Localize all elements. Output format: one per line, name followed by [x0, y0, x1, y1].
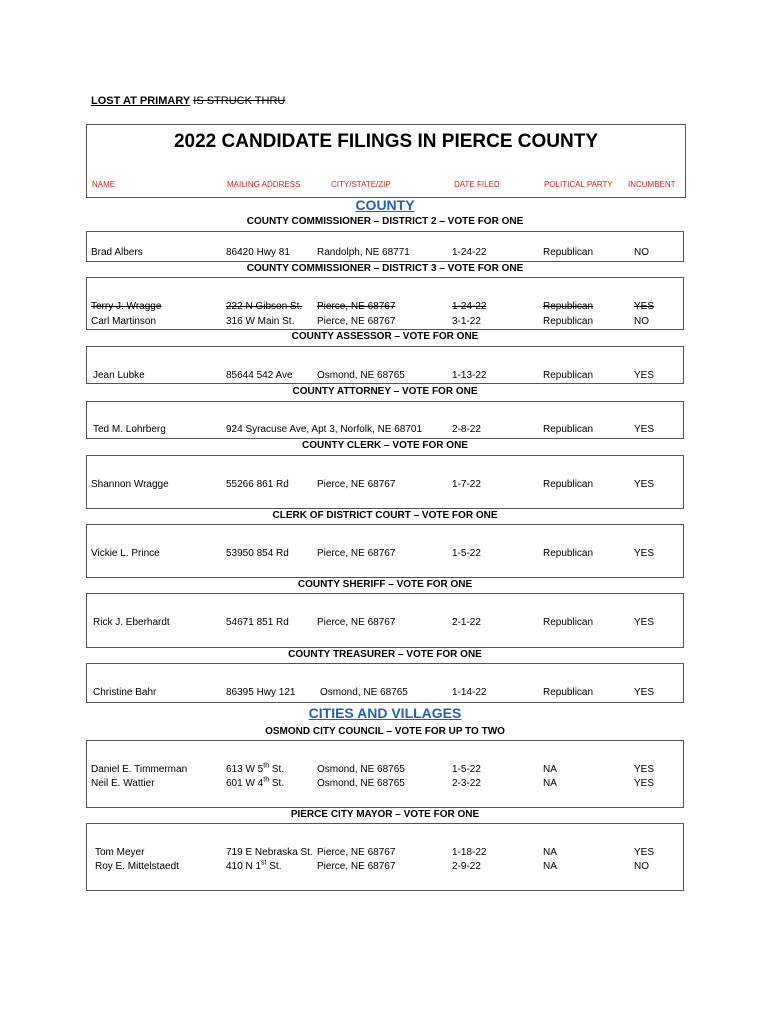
- cand-date: 2-1-22: [452, 617, 481, 628]
- cand-city: Osmond, NE 68765: [317, 370, 405, 381]
- cand-date: 2-8-22: [452, 424, 481, 435]
- cand-name: Tom Meyer: [95, 847, 145, 858]
- cand-party: Republican: [543, 247, 594, 258]
- col-name: NAME: [92, 180, 116, 189]
- cand-city: Osmond, NE 68765: [317, 764, 405, 775]
- col-city: CITY/STATE/ZIP: [331, 180, 391, 189]
- page-title: 2022 CANDIDATE FILINGS IN PIERCE COUNTY: [173, 131, 599, 152]
- cand-incumbent: YES: [634, 370, 655, 381]
- candidate-row-struck: [0, 301, 770, 315]
- cand-party: Republican: [543, 370, 594, 381]
- cand-date: 1-7-22: [452, 479, 481, 490]
- cand-address: 316 W Main St.: [226, 316, 295, 327]
- cand-date: 1-24-22: [452, 301, 487, 312]
- cand-incumbent: YES: [634, 301, 655, 312]
- cand-party: Republican: [543, 424, 594, 435]
- candidate-row: [0, 764, 770, 778]
- cand-city: Pierce, NE 68767: [317, 847, 396, 858]
- cand-date: 1-18-22: [452, 847, 487, 858]
- cand-name: Brad Albers: [91, 247, 143, 258]
- legend: [91, 95, 285, 107]
- cand-address: 613 W 5th St.: [226, 762, 285, 775]
- cand-city: Randolph, NE 68771: [317, 247, 410, 258]
- section-cities: CITIES AND VILLAGES: [308, 705, 462, 721]
- office-district-court: CLERK OF DISTRICT COURT – VOTE FOR ONE: [272, 510, 498, 521]
- cand-name: Rick J. Eberhardt: [93, 617, 170, 628]
- cand-incumbent: YES: [634, 617, 655, 628]
- cand-address: 601 W 4th St.: [226, 776, 285, 789]
- cand-name: Neil E. Wattier: [91, 778, 155, 789]
- cand-incumbent: YES: [634, 687, 655, 698]
- cand-name: Terry J. Wragge: [91, 301, 162, 312]
- cand-incumbent: YES: [634, 479, 655, 490]
- cand-address: 924 Syracuse Ave, Apt 3, Norfolk, NE 68701: [226, 424, 423, 435]
- cand-address: 53950 854 Rd: [226, 548, 289, 559]
- cand-city: Pierce, NE 68767: [317, 479, 396, 490]
- candidate-row: [0, 861, 770, 875]
- cand-name: Roy E. Mittelstaedt: [95, 861, 179, 872]
- cand-city: Pierce, NE 68767: [317, 617, 396, 628]
- cand-date: 2-3-22: [452, 778, 481, 789]
- cand-party: NA: [543, 847, 557, 858]
- legend-lost: LOST AT PRIMARY: [91, 95, 191, 107]
- cand-city: Pierce, NE 68767: [317, 301, 396, 312]
- cand-date: 3-1-22: [452, 316, 481, 327]
- candidate-row: [0, 424, 770, 438]
- cand-incumbent: YES: [634, 764, 655, 775]
- office-treasurer: COUNTY TREASURER – VOTE FOR ONE: [288, 649, 482, 660]
- cand-date: 1-5-22: [452, 548, 481, 559]
- header-box: [86, 124, 686, 198]
- office-attorney: COUNTY ATTORNEY – VOTE FOR ONE: [292, 386, 478, 397]
- legend-struck: IS STRUCK THRU: [193, 95, 286, 107]
- cand-incumbent: YES: [634, 548, 655, 559]
- cand-address: 86420 Hwy 81: [226, 247, 290, 258]
- cand-name: Vickie L. Prince: [91, 548, 160, 559]
- cand-name: Shannon Wragge: [91, 479, 169, 490]
- cand-city: Osmond, NE 68765: [317, 778, 405, 789]
- cand-party: Republican: [543, 479, 594, 490]
- cand-date: 1-14-22: [452, 687, 487, 698]
- cand-address: 85644 542 Ave: [226, 370, 293, 381]
- cand-address: 86395 Hwy 121: [226, 687, 296, 698]
- candidate-row: [0, 247, 770, 261]
- cand-date: 2-9-22: [452, 861, 481, 872]
- cand-party: NA: [543, 778, 557, 789]
- cand-name: Ted M. Lohrberg: [93, 424, 166, 435]
- cand-party: NA: [543, 861, 557, 872]
- office-pierce-mayor: PIERCE CITY MAYOR – VOTE FOR ONE: [290, 809, 480, 820]
- candidate-row: [0, 548, 770, 562]
- cand-date: 1-13-22: [452, 370, 487, 381]
- cand-incumbent: YES: [634, 847, 655, 858]
- cand-party: Republican: [543, 301, 594, 312]
- cand-party: NA: [543, 764, 557, 775]
- office-comm2: COUNTY COMMISSIONER – DISTRICT 2 – VOTE FOR ONE: [246, 216, 524, 227]
- office-sheriff: COUNTY SHERIFF – VOTE FOR ONE: [297, 579, 473, 590]
- col-party: POLITICAL PARTY: [544, 180, 613, 189]
- cand-name: Christine Bahr: [93, 687, 157, 698]
- candidate-row: [0, 687, 770, 701]
- cand-city: Osmond, NE 68765: [320, 687, 408, 698]
- candidate-row: [0, 778, 770, 792]
- cand-address: 222 N Gibson St.: [226, 301, 303, 312]
- office-comm3: COUNTY COMMISSIONER – DISTRICT 3 – VOTE FOR ONE: [246, 263, 524, 274]
- col-date: DATE FILED: [454, 180, 500, 189]
- candidate-row: [0, 847, 770, 861]
- section-county: COUNTY: [355, 197, 415, 213]
- cand-party: Republican: [543, 316, 594, 327]
- cand-city: Pierce, NE 68767: [317, 316, 396, 327]
- cand-date: 1-24-22: [452, 247, 487, 258]
- candidate-row: [0, 316, 770, 330]
- cand-party: Republican: [543, 687, 594, 698]
- cand-incumbent: YES: [634, 424, 655, 435]
- cand-name: Daniel E. Timmerman: [91, 764, 188, 775]
- cand-city: Pierce, NE 68767: [317, 548, 396, 559]
- cand-incumbent: NO: [634, 247, 649, 258]
- cand-party: Republican: [543, 617, 594, 628]
- office-osmond-council: OSMOND CITY COUNCIL – VOTE FOR UP TO TWO: [265, 726, 505, 737]
- candidate-row: [0, 370, 770, 384]
- candidate-row: [0, 617, 770, 631]
- cand-name: Jean Lubke: [93, 370, 145, 381]
- cand-address: 719 E Nebraska St.: [226, 847, 313, 858]
- cand-address: 410 N 1st St.: [226, 859, 282, 872]
- cand-incumbent: NO: [634, 861, 649, 872]
- cand-city: Pierce, NE 68767: [317, 861, 396, 872]
- col-address: MAILING ADDRESS: [227, 180, 301, 189]
- cand-incumbent: NO: [634, 316, 649, 327]
- cand-date: 1-5-22: [452, 764, 481, 775]
- cand-address: 55266 861 Rd: [226, 479, 289, 490]
- cand-incumbent: YES: [634, 778, 655, 789]
- col-incumbent: INCUMBENT: [628, 180, 676, 189]
- cand-party: Republican: [543, 548, 594, 559]
- cand-name: Carl Martinson: [91, 316, 157, 327]
- office-assessor: COUNTY ASSESSOR – VOTE FOR ONE: [291, 331, 479, 342]
- office-clerk: COUNTY CLERK – VOTE FOR ONE: [302, 440, 468, 451]
- candidate-row: [0, 479, 770, 493]
- cand-address: 54671 851 Rd: [226, 617, 289, 628]
